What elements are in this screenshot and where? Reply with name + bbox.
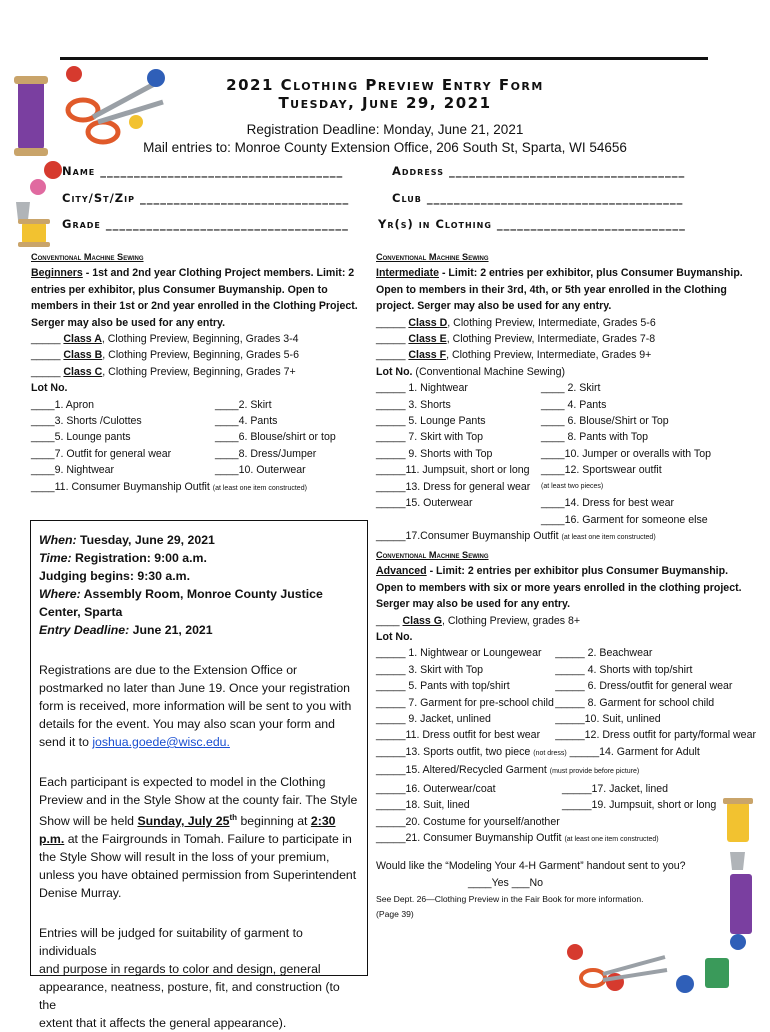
lot-item[interactable]: _____ 5. Pants with top/shirt [376, 680, 510, 693]
button-icon [30, 179, 46, 195]
beginners-section: Conventional Machine Sewing Beginners - 1st and 2nd year Clothing Project members. Limit: 2 entries per exhibitor, plus Consumer Buymanship. Open to members in their 1st or 2nd year enrolled in the Clothing Project. Serger may also be used for any entry. _____ Class A, Clothing Preview, Beginning, Grades 3-4 _____ Class B, Clothing Preview, Beginning, Grades 5-6 _____ Class C, Clothing Preview, Beginning, Grades 7+ Lot No. ____1. Apron ____3. Shorts /Culottes ____5. Lounge pants ____7. Outfit for general wear ____9. Nightwear ____2. Skirt ____4. Pants ____6. Blouse/shirt or top ____8. Dress/Jumper ____10. Outerwear ____11. Consumer Buymanship Outfit (at least one item constructed) [31, 249, 366, 497]
lot-item[interactable]: _____17.Consumer Buymanship Outfit (at least one item constructed) [376, 529, 656, 542]
handout-options[interactable]: ____Yes ___No [468, 876, 544, 889]
lot-item[interactable]: _____19. Jumpsuit, short or long [562, 799, 717, 812]
lot-item[interactable]: ____ 2. Skirt [541, 382, 601, 395]
lot-item[interactable]: _____20. Costume for yourself/another [376, 815, 560, 828]
lot-label: Lot No. [376, 365, 413, 378]
lot-item[interactable]: _____10. Suit, unlined [555, 713, 661, 726]
deadline-label: Entry Deadline: [39, 623, 130, 637]
lot-item[interactable]: ____ 4. Pants [541, 398, 607, 411]
lot-item[interactable]: ____11. Consumer Buymanship Outfit (at least one item constructed) [31, 480, 307, 493]
lot-item[interactable]: ____4. Pants [215, 415, 278, 428]
lot-item[interactable]: _____ 7. Garment for pre-school child [376, 696, 554, 709]
lot-item[interactable]: ____7. Outfit for general wear [31, 447, 172, 460]
event-info-box: When: Tuesday, June 29, 2021 Time: Registration: 9:00 a.m. Judging begins: 9:30 a.m. Where: Assembly Room, Monroe County Justice Center, Sparta Entry Deadline: June 21, 2021 Registrations are due to the Extension Office or postmarked no later than June 19. Once your registration form is received, more information will be sent to you with details for the event. You may also scan your form and send it to joshua.goede@wisc.edu. Each participant is expected to model in the Clothing Preview and in the Style Show at the county fair. The Style Show will be held Sunday, July 25th beginning at 2:30 p.m. at the Fairgrounds in Tomah. Failure to participate in the Style Show will result in the loss of your premium, unless you have obtained permission from Superintendent Denise Murray. Entries will be judged for suitability of garment to individuals and purpose in regards to color and design, general appearance, neatness, posture, fit, and construction (to the extent that it affects the general appearance). [30, 520, 368, 976]
lot-label: Lot No. [31, 382, 68, 395]
thimble-icon [16, 202, 30, 220]
level-label: Intermediate [376, 267, 439, 280]
section-heading: Conventional Machine Sewing [376, 252, 489, 262]
handout-question: Would like the “Modeling Your 4-H Garment” handout sent to you? [376, 860, 686, 873]
fairbook-page: (Page 39) [376, 908, 414, 919]
lot-item[interactable]: ____ 6. Blouse/Shirt or Top [541, 415, 669, 428]
level-label: Advanced [376, 565, 427, 578]
class-row[interactable]: _____ Class B, Clothing Preview, Beginning, Grades 5-6 [31, 349, 299, 362]
lot-label: Lot No. [376, 631, 413, 644]
lot-item[interactable]: _____21. Consumer Buymanship Outfit (at least one item constructed) [376, 831, 659, 844]
judging-time: Judging begins: 9:30 a.m. [39, 569, 191, 583]
lot-item[interactable]: _____ 9. Shorts with Top [376, 447, 493, 460]
lot-item[interactable]: _____ 1. Nightwear or Loungewear [376, 647, 542, 660]
where-label: Where: [39, 587, 81, 601]
style-show-date: Sunday, July 25 [137, 814, 230, 829]
lot-item[interactable]: _____ 1. Nightwear [376, 382, 468, 395]
button-icon [567, 944, 583, 960]
name-field[interactable]: Name ____________________________________ [62, 164, 344, 178]
button-icon [676, 975, 694, 993]
level-label: Beginners [31, 267, 83, 280]
intermediate-section: Conventional Machine Sewing Intermediate - Limit: 2 entries per exhibitor, plus Consumer Buymanship. Open to members in their 3rd, 4th, or 5th year enrolled in the Clothing project. Serger may also be used for any entry. _____ Class D, Clothing Preview, Intermediate, Grades 5-6 _____ Class E, Clothing Preview, Intermediate, Grades 7-8 _____ Class F, Clothing Preview, Intermediate, Grades 9+ Lot No. (Conventional Machine Sewing) _____ 1. Nightwear _____ 3. Shorts _____ 5. Lounge Pants _____ 7. Skirt with Top _____ 9. Shorts with Top _____11. Jumpsuit, short or long _____13. Dress for general wear _____15. Outerwear ____ 2. Skirt ____ 4. Pants ____ 6. Blouse/Shirt or Top ____ 8. Pants with Top ____10. Jumper or overalls with Top ____12. Sportswear outfit (at least two pieces) ____14. Dress for best wear ____16. Garment for someone else _____17.Consumer Buymanship Outfit (at least one item constructed) [376, 249, 756, 546]
lot-item[interactable]: _____13. Sports outfit, two piece (not dress) _____14. Garment for Adult [376, 745, 700, 758]
mail-address: Mail entries to: Monroe County Extension Office, 206 South St, Sparta, WI 54656 [143, 140, 627, 155]
class-row[interactable]: _____ Class E, Clothing Preview, Intermediate, Grades 7-8 [376, 333, 656, 346]
class-row[interactable]: _____ Class C, Clothing Preview, Beginning, Grades 7+ [31, 365, 296, 378]
when-label: When: [39, 533, 77, 547]
lot-item[interactable]: _____15. Outerwear [376, 497, 473, 510]
lot-item[interactable]: ____14. Dress for best wear [541, 497, 675, 510]
section-heading: Conventional Machine Sewing [376, 550, 489, 560]
email-link[interactable]: joshua.goede@wisc.edu. [92, 735, 230, 749]
lot-item[interactable]: ____10. Outerwear [215, 464, 306, 477]
class-row[interactable]: _____ Class A, Clothing Preview, Beginning, Grades 3-4 [31, 333, 299, 346]
lot-item[interactable]: _____ 7. Skirt with Top [376, 431, 483, 444]
lot-item[interactable]: _____ 3. Shorts [376, 398, 451, 411]
lot-item[interactable]: ____12. Sportswear outfit (at least two pieces) [541, 464, 662, 490]
section-heading: Conventional Machine Sewing [31, 252, 144, 262]
thread-spool-icon [705, 958, 729, 988]
lot-item[interactable]: _____18. Suit, lined [376, 799, 470, 812]
lot-item[interactable]: ____8. Dress/Jumper [215, 447, 317, 460]
lot-item[interactable]: _____ 4. Shorts with top/shirt [555, 663, 693, 676]
lot-item[interactable]: _____12. Dress outfit for party/formal wear [555, 729, 756, 742]
thread-spool-icon [18, 219, 50, 247]
lot-item[interactable]: _____ 5. Lounge Pants [376, 415, 486, 428]
lot-item[interactable]: ____16. Garment for someone else [541, 513, 708, 526]
scissors-icon [581, 957, 667, 986]
lot-item[interactable]: _____13. Dress for general wear [376, 480, 531, 493]
button-icon [730, 934, 746, 950]
lot-item[interactable]: _____11. Jumpsuit, short or long [376, 464, 530, 477]
lot-item[interactable]: ____1. Apron [31, 398, 95, 411]
button-icon [44, 161, 62, 179]
time-label: Time: [39, 551, 72, 565]
form-date: Tuesday, June 29, 2021 [278, 94, 492, 112]
lot-item[interactable]: _____11. Dress outfit for best wear [376, 729, 541, 742]
lot-item[interactable]: _____17. Jacket, lined [562, 782, 669, 795]
advanced-section: Conventional Machine Sewing Advanced - Limit: 2 entries per exhibitor plus Consumer Buymanship. Open to members with six or more years enrolled in the clothing project. Serger may also be used for any entry. ____ Class G, Clothing Preview, grades 8+ Lot No. _____ 1. Nightwear or Loungewear _____ 3. Skirt with Top _____ 5. Pants with top/shirt _____ 7. Garment for pre-school child _____ 9. Jacket, unlined _____11. Dress outfit for best wear _____ 2. Beachwear _____ 4. Shorts with top/shirt _____ 6. Dress/outfit for general wear _____ 8. Garment for school child _____10. Suit, unlined _____12. Dress outfit for party/formal wear _____13. Sports outfit, two piece (not dress) _____14. Garment for Adult _____15. Altered/Recycled Garment (must provide before picture) _____16. Outerwear/coat _____18. Suit, lined _____17. Jacket, lined _____19. Jumpsuit, short or long _____20. Costume for yourself/another _____21. Consumer Buymanship Outfit (at least one item constructed) Would like the “Modeling Your 4-H Garment” handout sent to you? ____Yes ___No See Dept. 26—Clothing Preview in the Fair Book for more information. (Page 39) [376, 547, 756, 921]
lot-item[interactable]: ____2. Skirt [215, 398, 272, 411]
form-title: 2021 Clothing Preview Entry Form [226, 76, 544, 94]
class-row[interactable]: _____ Class D, Clothing Preview, Intermediate, Grades 5-6 [376, 316, 656, 329]
city-field[interactable]: City/St/Zip _______________________________ [62, 191, 350, 205]
top-rule [60, 57, 708, 60]
lot-item[interactable]: ____3. Shorts /Culottes [31, 415, 142, 428]
registration-deadline: Registration Deadline: Monday, June 21, 2021 [246, 122, 524, 137]
class-row[interactable]: _____ Class F, Clothing Preview, Intermediate, Grades 9+ [376, 349, 652, 362]
lot-item[interactable]: ____9. Nightwear [31, 464, 115, 477]
lot-item[interactable]: ____10. Jumper or overalls with Top [541, 447, 711, 460]
lot-item[interactable]: ____6. Blouse/shirt or top [215, 431, 336, 444]
class-row[interactable]: ____ Class G, Clothing Preview, grades 8+ [376, 614, 581, 627]
lot-item[interactable]: ____ 8. Pants with Top [541, 431, 648, 444]
lot-item[interactable]: _____ 8. Garment for school child [555, 696, 715, 709]
lot-item[interactable]: _____ 6. Dress/outfit for general wear [555, 680, 733, 693]
fairbook-note: See Dept. 26—Clothing Preview in the Fair Book for more information. [376, 894, 644, 905]
lot-item[interactable]: _____ 3. Skirt with Top [376, 663, 483, 676]
address-field[interactable]: Address ___________________________________ [392, 164, 686, 178]
lot-item[interactable]: ____5. Lounge pants [31, 431, 131, 444]
years-field[interactable]: Yr(s) in Clothing ____________________________ [378, 217, 686, 231]
lot-item[interactable]: _____ 9. Jacket, unlined [376, 713, 491, 726]
lot-item[interactable]: _____15. Altered/Recycled Garment (must provide before picture) [376, 764, 640, 777]
lot-item[interactable]: _____16. Outerwear/coat [376, 782, 496, 795]
lot-item[interactable]: _____ 2. Beachwear [555, 647, 653, 660]
grade-field[interactable]: Grade ____________________________________ [62, 217, 349, 231]
club-field[interactable]: Club ______________________________________ [392, 191, 684, 205]
